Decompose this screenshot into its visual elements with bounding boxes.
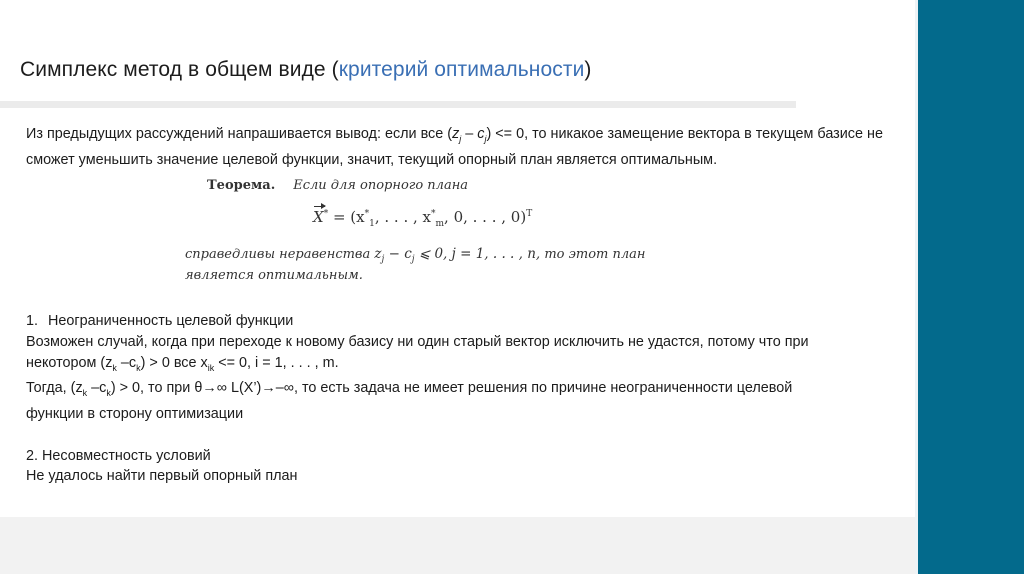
intro-z-letter: z	[452, 126, 460, 142]
formula-part-2: , . . . , x	[374, 208, 431, 226]
theorem-conclusion: является оптимальным.	[185, 268, 363, 283]
condition-z-sub: j	[381, 254, 385, 265]
formula-sup-1: *	[364, 209, 370, 219]
theorem-heading: Теорема.	[207, 178, 276, 193]
theorem-formula	[313, 208, 532, 229]
theorem-heading-line	[207, 178, 468, 193]
intro-paragraph	[26, 124, 896, 171]
sidebar-accent-bar	[918, 0, 1024, 574]
condition-rest: ⩽ 0, j = 1, . . . , n,	[414, 246, 541, 262]
paragraph-gap	[26, 425, 896, 446]
intro-c-sub: j	[484, 133, 487, 144]
section1-line1: Возможен случай, когда при переходе к новому базису ни один старый вектор исключить не удастся, потому что при	[26, 333, 809, 350]
intro-text-2: ) <= 0, то никакое замещение вектора в текущем базисе не сможет уменьшить значение целевой функции, значит, текущий опорный план является оптимальным.	[26, 126, 883, 168]
formula-sub-1: 1	[369, 219, 375, 229]
theorem-condition	[185, 246, 645, 265]
s1l3-k2: k	[106, 388, 111, 399]
s1l2-d: <= 0, i = 1, . . . , m.	[214, 354, 339, 371]
section1-number: 1.	[26, 313, 39, 329]
section1-title: Неограниченность целевой функции	[48, 313, 294, 329]
condition-end: то этот план	[540, 247, 646, 262]
s1l2-k1: k	[112, 362, 117, 373]
section1-line4: функции в сторону оптимизации	[26, 405, 244, 422]
condition-minus-c: − c	[384, 246, 412, 262]
vector-x-letter: X	[313, 208, 324, 226]
s1l3-a: Тогда, (z	[26, 380, 83, 397]
title-underline	[0, 101, 796, 108]
body-text	[26, 311, 896, 487]
formula-sub-2: m	[435, 219, 445, 229]
intro-z	[452, 126, 461, 142]
section2-heading: 2. Несовместность условий	[26, 447, 211, 464]
s1l2-a: некотором (z	[26, 354, 113, 371]
formula-tail: , 0, . . . , 0)	[444, 208, 527, 226]
s1l3-c: ) > 0, то при θ→∞ L(X’)→–∞, то есть задача не имеет решения по причине неограниченности целевой	[110, 380, 793, 397]
s1l3-b: –c	[87, 380, 107, 397]
title-accent: критерий оптимальности	[338, 58, 585, 81]
formula-part-1: = (x	[328, 208, 365, 226]
s1l2-ik: ik	[207, 362, 215, 373]
s1l3-k1: k	[82, 388, 88, 399]
theorem-lead: Если для опорного плана	[293, 178, 469, 193]
condition-z: z	[374, 246, 382, 262]
intro-minus: –	[461, 126, 478, 142]
s1l2-k2: k	[136, 362, 141, 373]
section1-heading	[26, 311, 896, 332]
formula-sup-2: *	[430, 209, 436, 219]
intro-z-sub: j	[459, 133, 462, 144]
condition-c-sub: j	[411, 254, 415, 265]
condition-text: справедливы неравенства	[185, 247, 375, 262]
s1l2-b: –c	[116, 354, 137, 371]
section2-line1: Не удалось найти первый опорный план	[26, 468, 298, 485]
vector-x-star: *	[323, 209, 329, 219]
section1-line2	[26, 353, 896, 379]
vector-x	[313, 208, 324, 226]
slide-title	[20, 58, 592, 82]
intro-text-1: Из предыдущих рассуждений напрашивается вывод: если все (	[26, 126, 453, 142]
s1l2-c: ) > 0 все x	[140, 354, 208, 371]
condition-math	[374, 246, 541, 265]
title-main: Симплекс метод в общем виде (	[20, 58, 339, 81]
section1-line3	[26, 378, 896, 404]
title-close: )	[584, 58, 592, 81]
footer-band	[0, 517, 915, 574]
formula-transpose: T	[526, 209, 533, 219]
intro-c-letter: c	[477, 126, 485, 142]
